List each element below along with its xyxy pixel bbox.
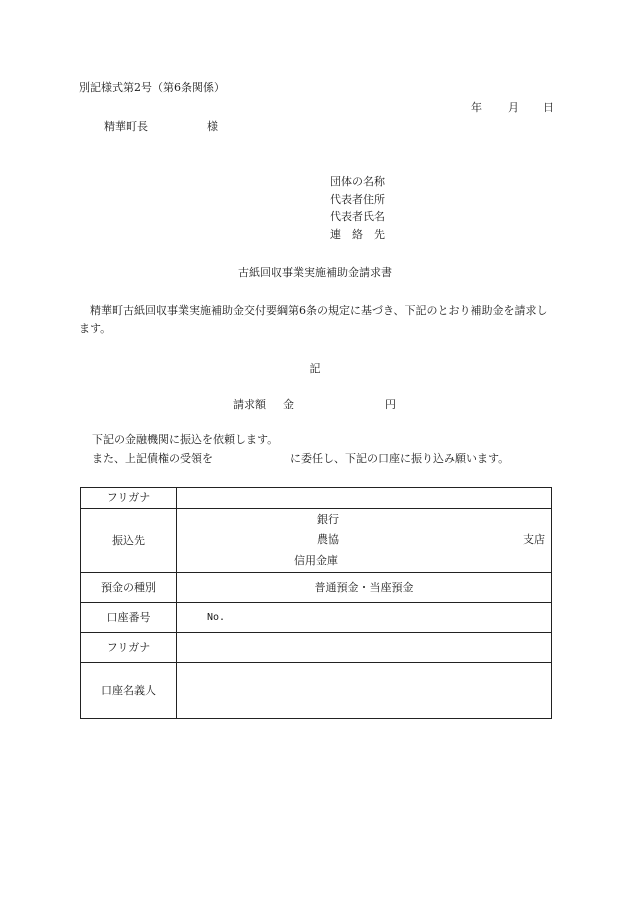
table-row bbox=[81, 509, 552, 573]
shinkin-option: 信用金庫 bbox=[294, 554, 338, 567]
table-row bbox=[81, 488, 552, 509]
form-number: 別記様式第2号（第6条関係） bbox=[79, 81, 225, 94]
bank-option: 銀行 bbox=[317, 513, 339, 526]
account-table bbox=[80, 487, 552, 719]
table-row bbox=[81, 633, 552, 663]
account-no-field[interactable]: No. bbox=[177, 603, 552, 633]
holder-field[interactable] bbox=[177, 663, 552, 719]
field-contact: 連 絡 先 bbox=[330, 227, 385, 241]
date-month: 月 bbox=[508, 101, 519, 114]
addressee-name: 精華町長 bbox=[104, 120, 148, 133]
amount-label: 請求額 bbox=[233, 398, 266, 411]
bank-field[interactable] bbox=[177, 509, 552, 573]
body-text: 精華町古紙回収事業実施補助金交付要綱第6条の規定に基づき、下記のとおり補助金を請求します。 bbox=[79, 304, 548, 335]
holder-furigana-label: フリガナ bbox=[81, 633, 177, 663]
branch-label: 支店 bbox=[523, 533, 545, 546]
date-year: 年 bbox=[471, 101, 482, 114]
ki-heading: 記 bbox=[309, 362, 321, 375]
table-row bbox=[81, 663, 552, 719]
note-line-2a: また、上記債権の受領を bbox=[92, 452, 213, 465]
nokyo-option: 農協 bbox=[317, 533, 339, 546]
table-row bbox=[81, 603, 552, 633]
applicant-fields bbox=[330, 175, 385, 245]
note-line-1: 下記の金融機関に振込を依頼します。 bbox=[92, 433, 279, 446]
document-title: 古紙回収事業実施補助金請求書 bbox=[238, 266, 392, 279]
amount-yen: 円 bbox=[385, 398, 396, 411]
deposit-type-label: 預金の種別 bbox=[81, 573, 177, 603]
date-day: 日 bbox=[543, 101, 554, 114]
note-line-2 bbox=[92, 452, 510, 465]
holder-furigana-field[interactable] bbox=[177, 633, 552, 663]
addressee-honorific: 様 bbox=[207, 120, 218, 133]
account-no-label: 口座番号 bbox=[81, 603, 177, 633]
field-rep-name: 代表者氏名 bbox=[330, 210, 385, 223]
field-org-name: 団体の名称 bbox=[330, 175, 385, 188]
deposit-type-value[interactable]: 普通預金・当座預金 bbox=[177, 573, 552, 603]
transfer-to-label: 振込先 bbox=[81, 509, 177, 573]
field-rep-address: 代表者住所 bbox=[330, 192, 385, 206]
amount-kin: 金 bbox=[283, 398, 294, 411]
note-line-2b: に委任し、下記の口座に振り込み願います。 bbox=[290, 452, 510, 465]
table-row bbox=[81, 573, 552, 603]
holder-label: 口座名義人 bbox=[81, 663, 177, 719]
furigana-label: フリガナ bbox=[81, 488, 177, 509]
furigana-field[interactable] bbox=[177, 488, 552, 509]
